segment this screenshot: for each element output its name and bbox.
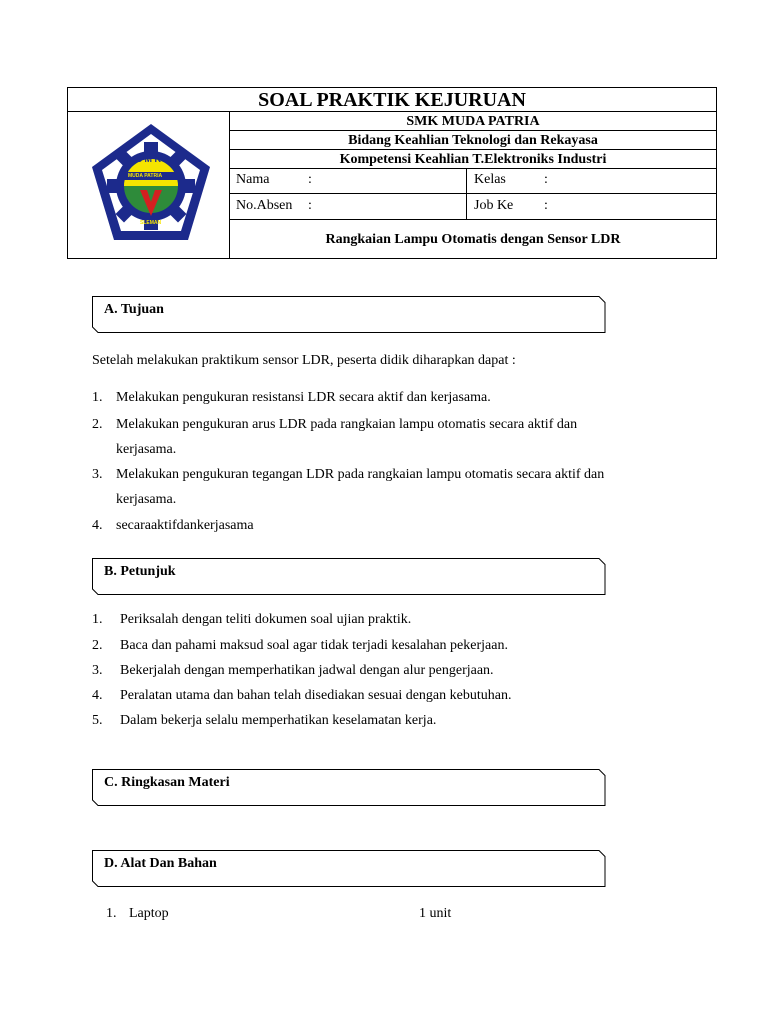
cell-kelas bbox=[467, 169, 716, 193]
section-a-heading-box bbox=[92, 296, 605, 332]
item-name: Laptop bbox=[129, 906, 169, 921]
logo-text-sleman: SLEMAN bbox=[140, 220, 162, 226]
nama-colon: : bbox=[308, 172, 312, 187]
section-d-heading-box bbox=[92, 850, 605, 886]
list-item bbox=[92, 711, 437, 731]
row-absen-job bbox=[230, 194, 716, 220]
kelas-colon: : bbox=[544, 172, 548, 187]
absen-label: No.Absen bbox=[236, 198, 293, 213]
absen-colon: : bbox=[308, 198, 312, 213]
list-item bbox=[92, 636, 508, 656]
list-text: Melakukan pengukuran resistansi LDR secara aktif dan kerjasama. bbox=[116, 390, 491, 405]
job-title: Rangkaian Lampu Otomatis dengan Sensor LDR bbox=[325, 232, 621, 247]
list-item bbox=[92, 465, 605, 507]
list-number: 4. bbox=[92, 518, 103, 533]
section-a-heading: A. Tujuan bbox=[104, 302, 164, 317]
list-text-continuation: kerjasama. bbox=[116, 442, 177, 457]
section-d-heading: D. Alat Dan Bahan bbox=[104, 856, 217, 871]
list-text-continuation: kerjasama. bbox=[116, 492, 177, 507]
list-number: 1. bbox=[92, 390, 103, 405]
list-number: 3. bbox=[92, 663, 103, 678]
list-item bbox=[92, 610, 412, 630]
list-item bbox=[92, 661, 494, 681]
kelas-label: Kelas bbox=[474, 172, 506, 187]
nama-label: Nama bbox=[236, 172, 270, 187]
list-text: Melakukan pengukuran arus LDR pada rangkaian lampu otomatis secara aktif dan bbox=[116, 417, 578, 432]
document-title: SOAL PRAKTIK KEJURUAN bbox=[68, 88, 716, 112]
list-number: 1. bbox=[106, 906, 117, 921]
list-text: secaraaktifdankerjasama bbox=[116, 518, 254, 533]
list-text: Bekerjalah dengan memperhatikan jadwal dengan alur pengerjaan. bbox=[120, 663, 494, 678]
list-number: 2. bbox=[92, 638, 103, 653]
item-qty: 1 unit bbox=[419, 906, 452, 921]
list-item bbox=[92, 516, 254, 536]
tujuan-intro: Setelah melakukan praktikum sensor LDR, peserta didik diharapkan dapat : bbox=[92, 353, 516, 368]
list-text: Periksalah dengan teliti dokumen soal ujian praktik. bbox=[120, 612, 412, 627]
logo-cell bbox=[68, 112, 230, 259]
section-c-heading-box bbox=[92, 769, 605, 805]
list-number: 3. bbox=[92, 467, 103, 482]
logo-text-banner: MUDA PATRIA bbox=[128, 173, 163, 179]
cell-absen bbox=[230, 194, 467, 219]
list-number: 2. bbox=[92, 417, 103, 432]
list-number: 1. bbox=[92, 612, 103, 627]
list-item bbox=[92, 415, 578, 457]
list-item bbox=[106, 904, 506, 924]
list-number: 5. bbox=[92, 713, 103, 728]
job-label: Job Ke bbox=[474, 198, 514, 213]
job-colon: : bbox=[544, 198, 548, 213]
section-b-heading-box bbox=[92, 558, 605, 594]
header-table bbox=[67, 87, 717, 259]
section-b-heading: B. Petunjuk bbox=[104, 564, 176, 579]
list-item bbox=[92, 686, 512, 706]
logo-text-smk: S M K bbox=[136, 154, 162, 164]
field-name: Bidang Keahlian Teknologi dan Rekayasa bbox=[230, 131, 716, 150]
cell-job bbox=[467, 194, 716, 219]
row-nama-kelas bbox=[230, 169, 716, 194]
list-text: Baca dan pahami maksud soal agar tidak terjadi kesalahan pekerjaan. bbox=[120, 638, 508, 653]
list-number: 4. bbox=[92, 688, 103, 703]
list-item bbox=[92, 388, 491, 408]
school-logo bbox=[88, 120, 214, 246]
list-text: Melakukan pengukuran tegangan LDR pada rangkaian lampu otomatis secara aktif dan bbox=[116, 467, 605, 482]
section-c-heading: C. Ringkasan Materi bbox=[104, 775, 230, 790]
cell-nama bbox=[230, 169, 467, 193]
competency-name: Kompetensi Keahlian T.Elektroniks Industri bbox=[230, 150, 716, 169]
list-text: Peralatan utama dan bahan telah disediakan sesuai dengan kebutuhan. bbox=[120, 688, 512, 703]
school-name: SMK MUDA PATRIA bbox=[230, 112, 716, 131]
list-text: Dalam bekerja selalu memperhatikan keselamatan kerja. bbox=[120, 713, 437, 728]
